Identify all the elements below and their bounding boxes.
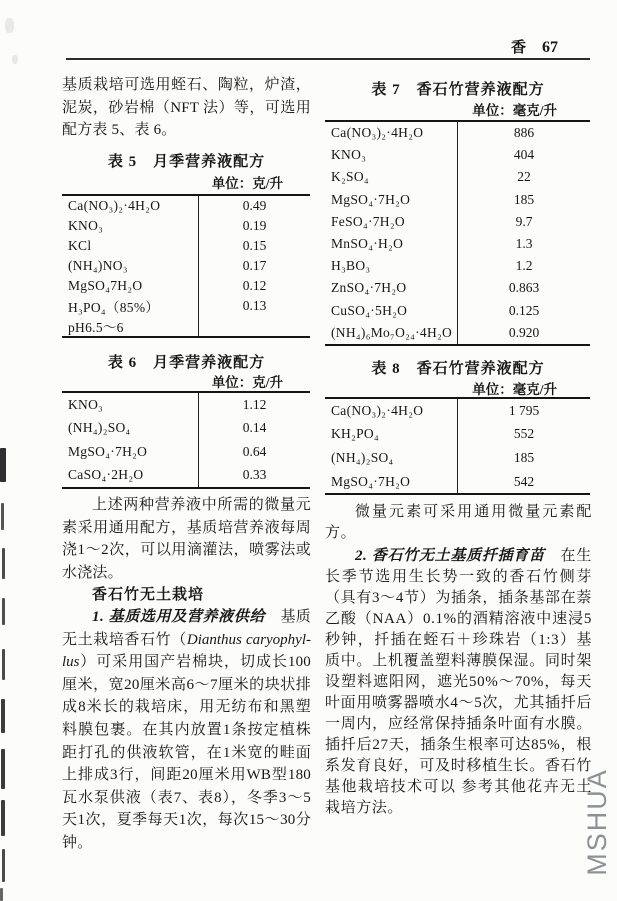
table-row — [62, 296, 310, 316]
scan-artifact-dash — [2, 649, 5, 680]
table-row — [325, 277, 590, 299]
table-row — [325, 423, 590, 447]
page-number: 67 — [542, 39, 558, 56]
compound-value: 404 — [457, 144, 590, 166]
table-row — [62, 440, 310, 464]
table6-unit: 单位：克/升 — [211, 375, 283, 390]
item2-label: 2. 香石竹无土基质扦插育苗 — [355, 548, 545, 564]
compound-value: 0.920 — [457, 322, 590, 344]
item2-paragraph — [325, 546, 592, 819]
compound-name: Ca(NO₃)₂·4H₂O — [331, 402, 424, 418]
compound-name: KNO₃ — [68, 218, 104, 233]
trace-elements-paragraph: 上述两种营养液中所需的微量元素采用通用配方，基质培营养液每周浇1～2次，可以用滴灌法，喷雾法或水浇法。 — [62, 497, 311, 581]
compound-name: (NH₄)₆Mo₇O₂₄·4H₂O — [331, 324, 453, 340]
table-row — [62, 276, 310, 296]
compound-name: MgSO₄·7H₂O — [68, 443, 148, 459]
table7-unit: 单位：毫克/升 — [472, 103, 557, 118]
table-row — [62, 464, 310, 488]
compound-name: (NH₄)NO₃ — [68, 258, 128, 273]
scan-artifact-dash — [2, 849, 5, 882]
compound-value: 0.12 — [198, 276, 310, 296]
compound-value: 1.12 — [198, 393, 310, 417]
compound-value: 1.2 — [457, 255, 590, 277]
table5-caption: 表 5 月季营养液配方 — [107, 154, 266, 170]
table5 — [62, 194, 310, 338]
table6-caption: 表 6 月季营养液配方 — [107, 355, 266, 371]
compound-value: 9.7 — [457, 211, 590, 233]
compound-name: KNO₃ — [68, 396, 104, 412]
trace-elements-paragraph-right: 微量元素可采用通用微量元素配方。 — [325, 504, 592, 541]
compound-value: 185 — [457, 189, 590, 211]
compound-value: 1 795 — [457, 399, 590, 423]
table-row — [62, 216, 310, 236]
item1-label: 1. 基质选用及营养液供给 — [92, 609, 266, 625]
table-row — [325, 166, 590, 188]
scan-artifact-smudge — [5, 18, 14, 33]
section-heading: 香石竹无土栽培 — [92, 587, 205, 603]
table-row — [62, 417, 310, 441]
scan-artifact-dash — [1, 503, 4, 530]
table-row — [62, 236, 310, 256]
compound-name: MgSO₄·7H₂O — [331, 191, 411, 207]
scan-artifact-dash — [2, 598, 5, 625]
compound-value: 0.14 — [198, 417, 310, 441]
table-row — [325, 255, 590, 277]
table5-unit: 单位：克/升 — [211, 176, 283, 191]
compound-name: Ca(NO₃)₂·4H₂O — [68, 198, 161, 213]
compound-name: pH6.5～6 — [68, 320, 124, 335]
table-row — [325, 300, 590, 322]
scan-artifact-dash — [1, 800, 5, 836]
scan-artifact-dash — [0, 888, 3, 901]
table7 — [325, 120, 590, 346]
compound-name: FeSO₄·7H₂O — [331, 213, 405, 229]
table-row — [325, 122, 590, 144]
item1-text-post: ）可采用国产岩棉块，切成长100厘米，宽20厘米高6～7厘米的块状排成8米长的栽培床，用无纺布和黑塑料膜包裹。在其内放置1条按定植株距打孔的供液软管，在1米宽的畦面上排成3行，间距20厘米用WB型180瓦水泵供液（表7、表8），冬季3～5天1次，夏季每天1次，每次15～30分钟。 — [62, 654, 311, 851]
table-row — [62, 196, 310, 216]
compound-value: 0.19 — [198, 216, 310, 236]
scan-artifact-dash — [0, 448, 6, 482]
compound-value: 1.3 — [457, 233, 590, 255]
compound-value: 0.17 — [198, 256, 310, 276]
running-title: 香 — [510, 40, 528, 56]
compound-value: 22 — [457, 166, 590, 188]
table8-caption: 表 8 香石竹营养液配方 — [371, 361, 545, 377]
compound-name: CaSO₄·2H₂O — [68, 467, 144, 483]
header-rule — [66, 58, 590, 60]
compound-name: MgSO₄7H₂O — [68, 278, 143, 293]
item1-paragraph — [62, 606, 311, 855]
table6 — [62, 391, 310, 489]
table-row — [325, 233, 590, 255]
compound-name: MgSO₄·7H₂O — [331, 473, 411, 489]
compound-value: 0.13 — [198, 296, 310, 316]
watermark-text: MSHUA — [581, 768, 612, 876]
compound-name: KNO₃ — [331, 147, 367, 163]
table-row — [62, 316, 310, 336]
scan-artifact-dash — [1, 699, 5, 733]
table-row — [325, 144, 590, 166]
item2-text: 在生长季节选用生长势一致的香石竹侧芽（具有3～4节）为插条，插条基部在萘乙酸（NAA）0.1%的酒精溶液中速浸5秒钟，扦插在蛭石＋珍珠岩（1:3）基质中。上机覆盖塑料薄膜保湿。同时架设塑料遮阳网，遮光50%～70%，每天叶面用喷雾器喷水4～5次，尤其插扦后一周内，应经常保持插条叶面有水膜。插扦后27天，插条生根率可达85%，根系发育良好，可及时移植生长。香石竹基他栽培技术可以 参考其他花卉无土栽培方法。 — [325, 548, 592, 816]
compound-name: H₃BO₃ — [331, 258, 371, 274]
table-row — [325, 189, 590, 211]
compound-name: (NH₄)₂SO₄ — [331, 449, 394, 465]
scan-artifact-dash — [2, 548, 5, 579]
table-row — [325, 470, 590, 494]
compound-name: K₂SO₄ — [331, 169, 369, 185]
compound-name: MnSO₄·H₂O — [331, 236, 404, 252]
item1-text-pre: 基质无土栽培香石竹（ — [62, 609, 311, 648]
compound-value: 185 — [457, 446, 590, 470]
table8 — [325, 397, 590, 495]
compound-name: CuSO₄·5H₂O — [331, 302, 408, 318]
table-row — [62, 393, 310, 417]
scan-artifact-smudge — [12, 55, 18, 64]
page-header — [0, 36, 558, 57]
compound-value: 552 — [457, 423, 590, 447]
compound-value: 0.863 — [457, 277, 590, 299]
table7-caption: 表 7 香石竹营养液配方 — [371, 82, 545, 98]
compound-value: 542 — [457, 470, 590, 494]
species-latin-name: Dianthus caryophyl-lus — [62, 631, 311, 671]
compound-value — [198, 316, 310, 336]
compound-value: 0.64 — [198, 440, 310, 464]
compound-value: 0.49 — [198, 196, 310, 216]
intro-paragraph: 基质栽培可选用蛭石、陶粒，炉渣，泥炭，砂岩棉（NFT 法）等，可选用配方表 5、表 6。 — [62, 77, 311, 138]
compound-value: 0.33 — [198, 464, 310, 488]
table-row — [325, 446, 590, 470]
compound-value: 0.125 — [457, 300, 590, 322]
compound-name: Ca(NO₃)₂·4H₂O — [331, 125, 424, 141]
compound-name: KCl — [68, 238, 92, 253]
table8-unit: 单位：毫克/升 — [472, 382, 557, 397]
table-row — [325, 211, 590, 233]
compound-name: KH₂PO₄ — [331, 426, 379, 442]
table-row — [62, 256, 310, 276]
compound-name: H₃PO₄（85%） — [68, 300, 160, 315]
table-row — [325, 399, 590, 423]
table-row — [325, 322, 590, 344]
compound-value: 886 — [457, 122, 590, 144]
compound-name: ZnSO₄·7H₂O — [331, 280, 407, 296]
scan-artifact-dash — [1, 749, 5, 789]
compound-value: 0.15 — [198, 236, 310, 256]
compound-name: (NH₄)₂SO₄ — [68, 420, 131, 436]
